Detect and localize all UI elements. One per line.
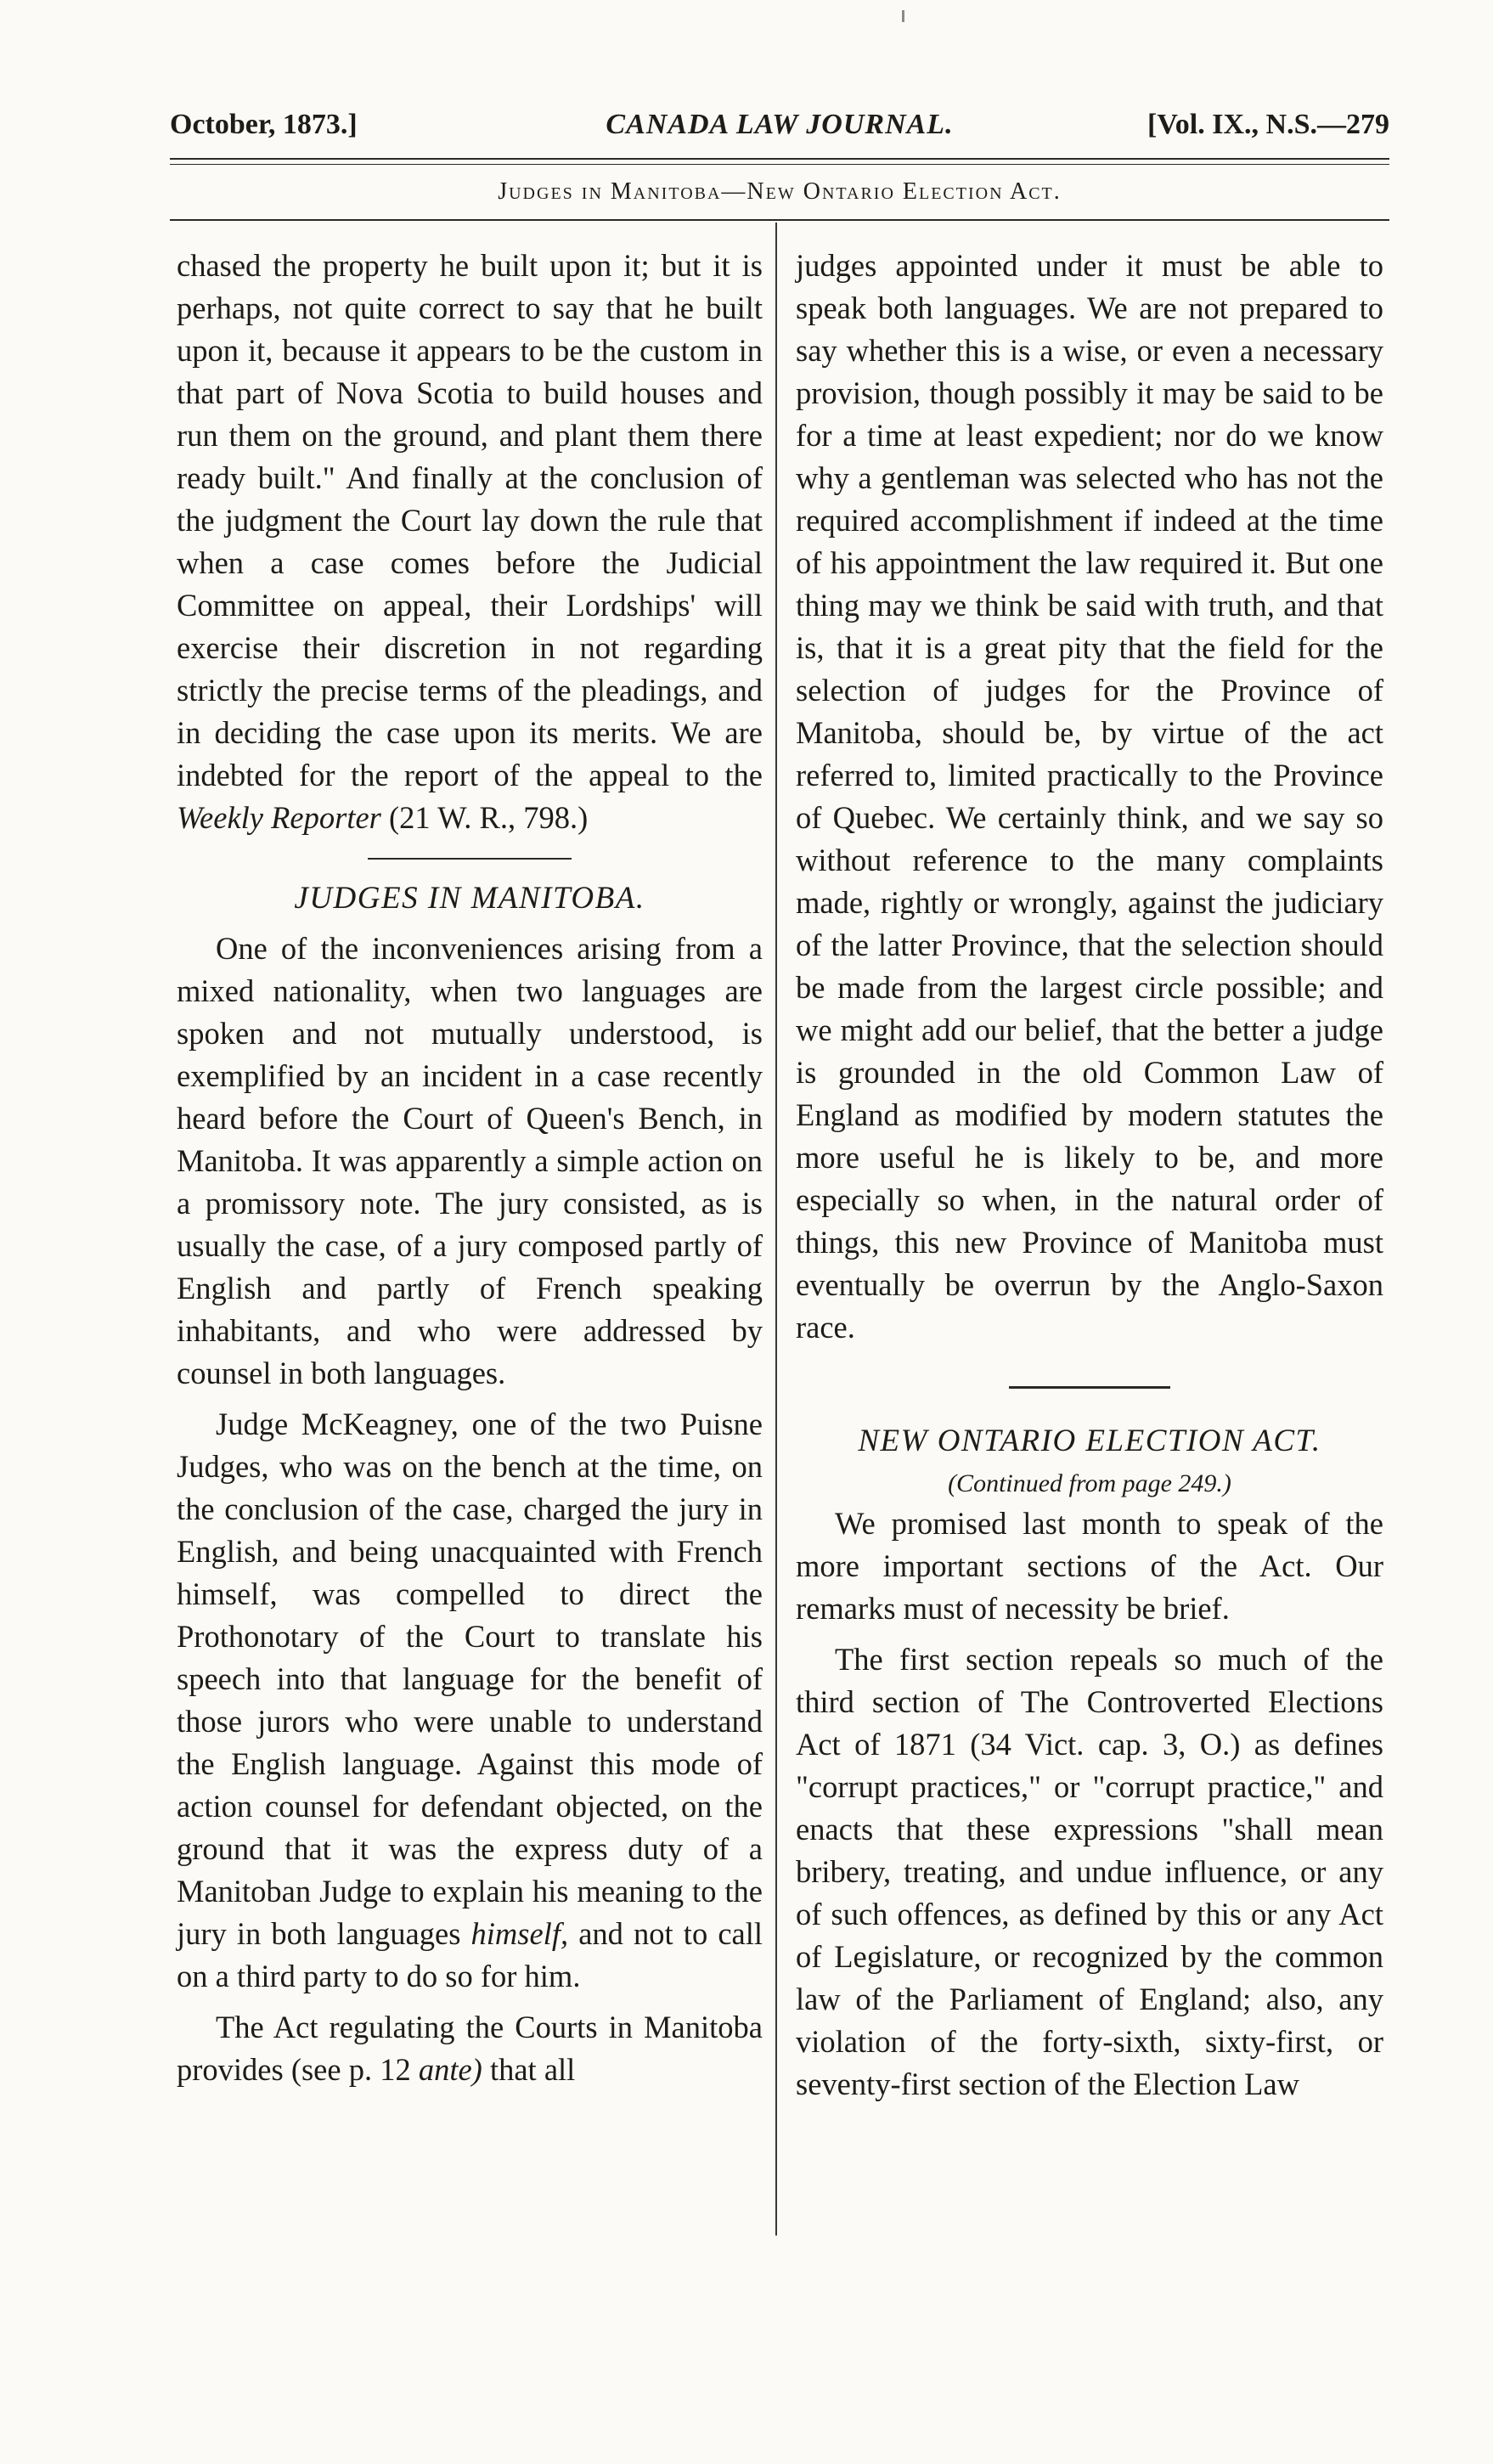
paragraph: judges appointed under it must be able to speak both languages. We are not prepared to say whether this is a wise, or even a necessary provision, though possibly it may be said to be for a time at least expedient; nor do we know why a gentleman was selected who has not the required accomplishment if indeed at the time of his appointment the law required it. But one thing may we think be said with truth, and that is, that it is a great pity that the field for the selection of judges for the Province of Manitoba, should be, by virtue of the act referred to, limited practically to the Province of Quebec. We certainly think, and we say so without reference to the many complaints made, rightly or wrongly, against the judiciary of the latter Province, that the selection should be made from the largest circle possible; and we might add our belief, that the better a judge is grounded in the old Common Law of England as modified by modern statutes the more useful he is likely to be, and more especially so when, in the natural order of things, this new Province of Manitoba must eventually be overrun by the Anglo-Saxon race. — [796, 248, 1383, 1345]
paragraph: The Act regulating the Courts in Manitoba provides (see p. 12 ante) that all — [177, 2010, 763, 2087]
volume-page: [Vol. IX., N.S.—279 — [1147, 109, 1389, 140]
section-subtitle: (Continued from page 249.) — [948, 1469, 1231, 1497]
paragraph: Judge McKeagney, one of the two Puisne Judges, who was on the bench at the time, on the conclusion of the case, charged the jury in English, and being unacquainted with French himself, was compelled to direct the Prothonotary of the Court to translate his speech into that language for the benefit of those jurors who were unable to understand the English language. Against this mode of action counsel for defendant objected, on the ground that it was the express duty of a Manitoban Judge to explain his meaning to the jury in both languages himself, and not to call on a third party to do so for him. — [177, 1407, 763, 1993]
running-title-rule — [170, 219, 1389, 221]
section-title-election-act: NEW ONTARIO ELECTION ACT. — [858, 1424, 1321, 1458]
journal-title: CANADA LAW JOURNAL. — [606, 109, 954, 140]
scan-mark — [902, 10, 904, 22]
paragraph: chased the property he built upon it; but it is perhaps, not quite correct to say that he built upon it, because it appears to be the custom in that part of Nova Scotia to build houses and run them on the ground, and plant them there ready built." And finally at the conclusion of the judgment the Court lay down the rule that when a case comes before the Judicial Committee on appeal, their Lordships' will exercise their discretion in not regarding strictly the precise terms of the pleadings, and in deciding the case upon its merits. We are indebted for the report of the appeal to the Weekly Reporter (21 W. R., 798.) — [177, 248, 763, 835]
right-column — [796, 245, 1383, 2106]
issue-date: October, 1873.] — [170, 109, 358, 140]
page-header — [170, 109, 1389, 148]
paragraph: One of the inconveniences arising from a mixed nationality, when two languages are spoken and not mutually understood, is exemplified by an incident in a case recently heard before the Court of Queen's Bench, in Manitoba. It was apparently a simple action on a promissory note. The jury consisted, as is usually the case, of a jury composed partly of English and partly of French speaking inhabitants, and who were addressed by counsel in both languages. — [177, 931, 763, 1390]
header-rule — [170, 158, 1389, 165]
paragraph: We promised last month to speak of the more important sections of the Act. Our remarks must of necessity be brief. — [796, 1506, 1383, 1626]
section-title-judges: JUDGES IN MANITOBA. — [294, 881, 645, 916]
running-title: Judges in Manitoba—New Ontario Election Act. — [498, 178, 1062, 205]
left-column — [177, 245, 763, 2091]
column-divider — [775, 223, 777, 2236]
paragraph: The first section repeals so much of the third section of The Controverted Elections Act of 1871 (34 Vict. cap. 3, O.) as defines "corrupt practices," or "corrupt practice," and enacts that these expressions "shall mean bribery, treating, and undue influence, or any of such offences, as defined by this or any Act of Legislature, or recognized by the common law of the Parliament of England; also, any violation of the forty-sixth, sixty-first, or seventy-first section of the Election Law — [796, 1642, 1383, 2101]
